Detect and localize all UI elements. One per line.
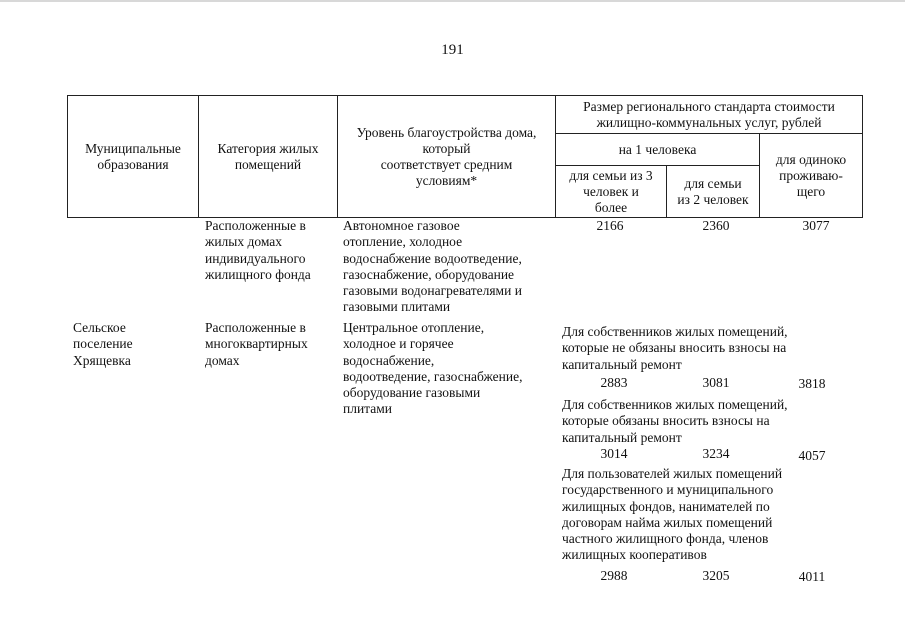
scan-edge (0, 0, 905, 2)
row1-value-family2: 2360 (702, 218, 730, 233)
header-standard-size: Размер регионального стандарта стоимости жилищно-коммунальных услуг, рублей (556, 96, 863, 134)
group1-value-family3: 2883 (600, 375, 628, 390)
row1-level: Автономное газовое отопление, холодное водоснабжение водоотведение, газоснабжение, оборудование газовыми водонагревателями и газовыми плитами (343, 218, 522, 315)
header-single: для одиноко проживаю- щего (760, 134, 863, 218)
group1-value-single: 3818 (798, 376, 826, 391)
group2-value-family3: 3014 (600, 446, 628, 461)
page-number: 191 (441, 42, 464, 58)
header-per-person: на 1 человека (556, 134, 760, 166)
group1-value-family2: 3081 (702, 375, 730, 390)
row1-value-single: 3077 (802, 218, 830, 233)
row2-level: Центральное отопление, холодное и горячее водоснабжение, водоотведение, газоснабжение, оборудование газовыми плитами (343, 320, 523, 417)
group2-value-single: 4057 (798, 448, 826, 463)
group3-value-family2: 3205 (702, 568, 730, 583)
row1-category: Расположенные в жилых домах индивидуального жилищного фонда (205, 218, 311, 282)
header-municipality: Муниципальные образования (68, 96, 199, 218)
group3-value-single: 4011 (798, 569, 826, 584)
header-level: Уровень благоустройства дома, который соответствует средним условиям* (338, 96, 556, 218)
header-family-2: для семьи из 2 человек (667, 166, 760, 218)
group2-value-family2: 3234 (702, 446, 730, 461)
header-table (67, 95, 863, 218)
group3-note: Для пользователей жилых помещений государственного и муниципального жилищных фондов, нанимателей по договорам найма жилых помещений частного жилищного фонда, членов жилищных кооперативов (562, 466, 783, 563)
group1-note: Для собственников жилых помещений, которые не обязаны вносить взносы на капитальный ремонт (562, 324, 788, 372)
row1-value-family3: 2166 (596, 218, 624, 233)
group2-note: Для собственников жилых помещений, которые обязаны вносить взносы на капитальный ремонт (562, 397, 788, 445)
header-category: Категория жилых помещений (199, 96, 338, 218)
row2-category: Расположенные в многоквартирных домах (205, 320, 308, 368)
header-family-3: для семьи из 3 человек и более (556, 166, 667, 218)
group3-value-family3: 2988 (600, 568, 628, 583)
row2-municipality: Сельское поселение Хрящевка (73, 320, 133, 368)
